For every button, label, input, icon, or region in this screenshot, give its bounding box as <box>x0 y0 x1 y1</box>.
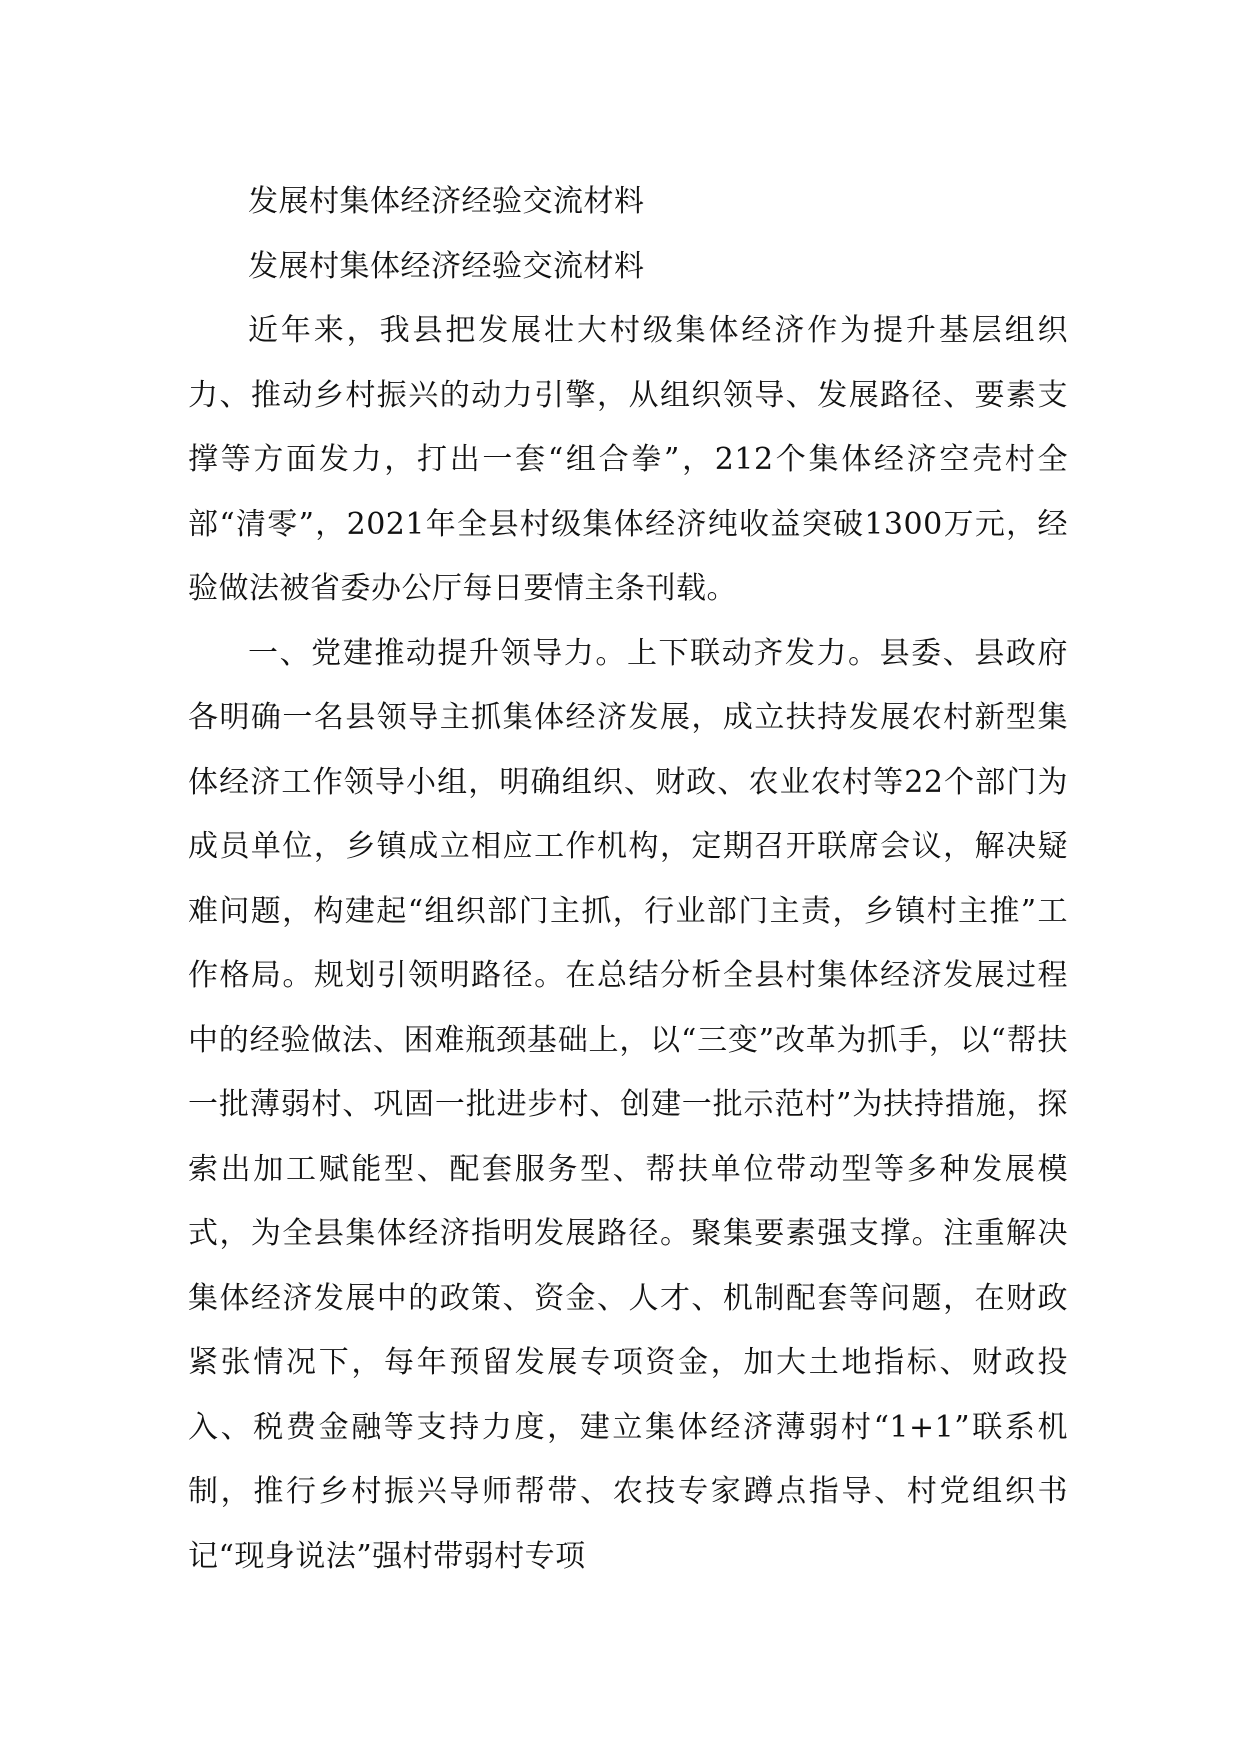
document-subtitle: 发展村集体经济经验交流材料 <box>248 248 645 284</box>
document-title: 发展村集体经济经验交流材料 <box>248 184 645 219</box>
paragraph-section-1: 一、党建推动提升领导力。上下联动齐发力。县委、县政府各明确一名县领导主抓集体经济发展，成立扶持发展农村新型集体经济工作领导小组，明确组织、财政、农业农村等22个部门为成员单位，乡镇成立相应工作机构，定期召开联席会议，解决疑难问题，构建起“组织部门主抓，行业部门主责，乡镇村主推”工作格局。规划引领明路径。在总结分析全县村集体经济发展过程中的经验做法、困难瓶颈基础上，以“三变”改革为抓手，以“帮扶一批薄弱村、巩固一批进步村、创建一批示范村”为扶持措施，探索出加工赋能型、配套服务型、帮扶单位带动型等多种发展模式，为全县集体经济指明发展路径。聚集要素强支撑。注重解决集体经济发展中的政策、资金、人才、机制配套等问题，在财政紧张情况下，每年预留发展专项资金，加大土地指标、财政投入、税费金融等支持力度，建立集体经济薄弱村“1+1”联系机制，推行乡村振兴导师帮带、农技专家蹲点指导、村党组织书记“现身说法”强村带弱村专项 <box>188 635 1068 1574</box>
paragraph-intro: 近年来，我县把发展壮大村级集体经济作为提升基层组织力、推动乡村振兴的动力引擎，从组织领导、发展路径、要素支撑等方面发力，打出一套“组合拳”，212个集体经济空壳村全部“清零”，2021年全县村级集体经济纯收益突破1300万元，经验做法被省委办公厅每日要情主条刊载。 <box>188 313 1068 606</box>
document-body <box>188 170 1068 1589</box>
